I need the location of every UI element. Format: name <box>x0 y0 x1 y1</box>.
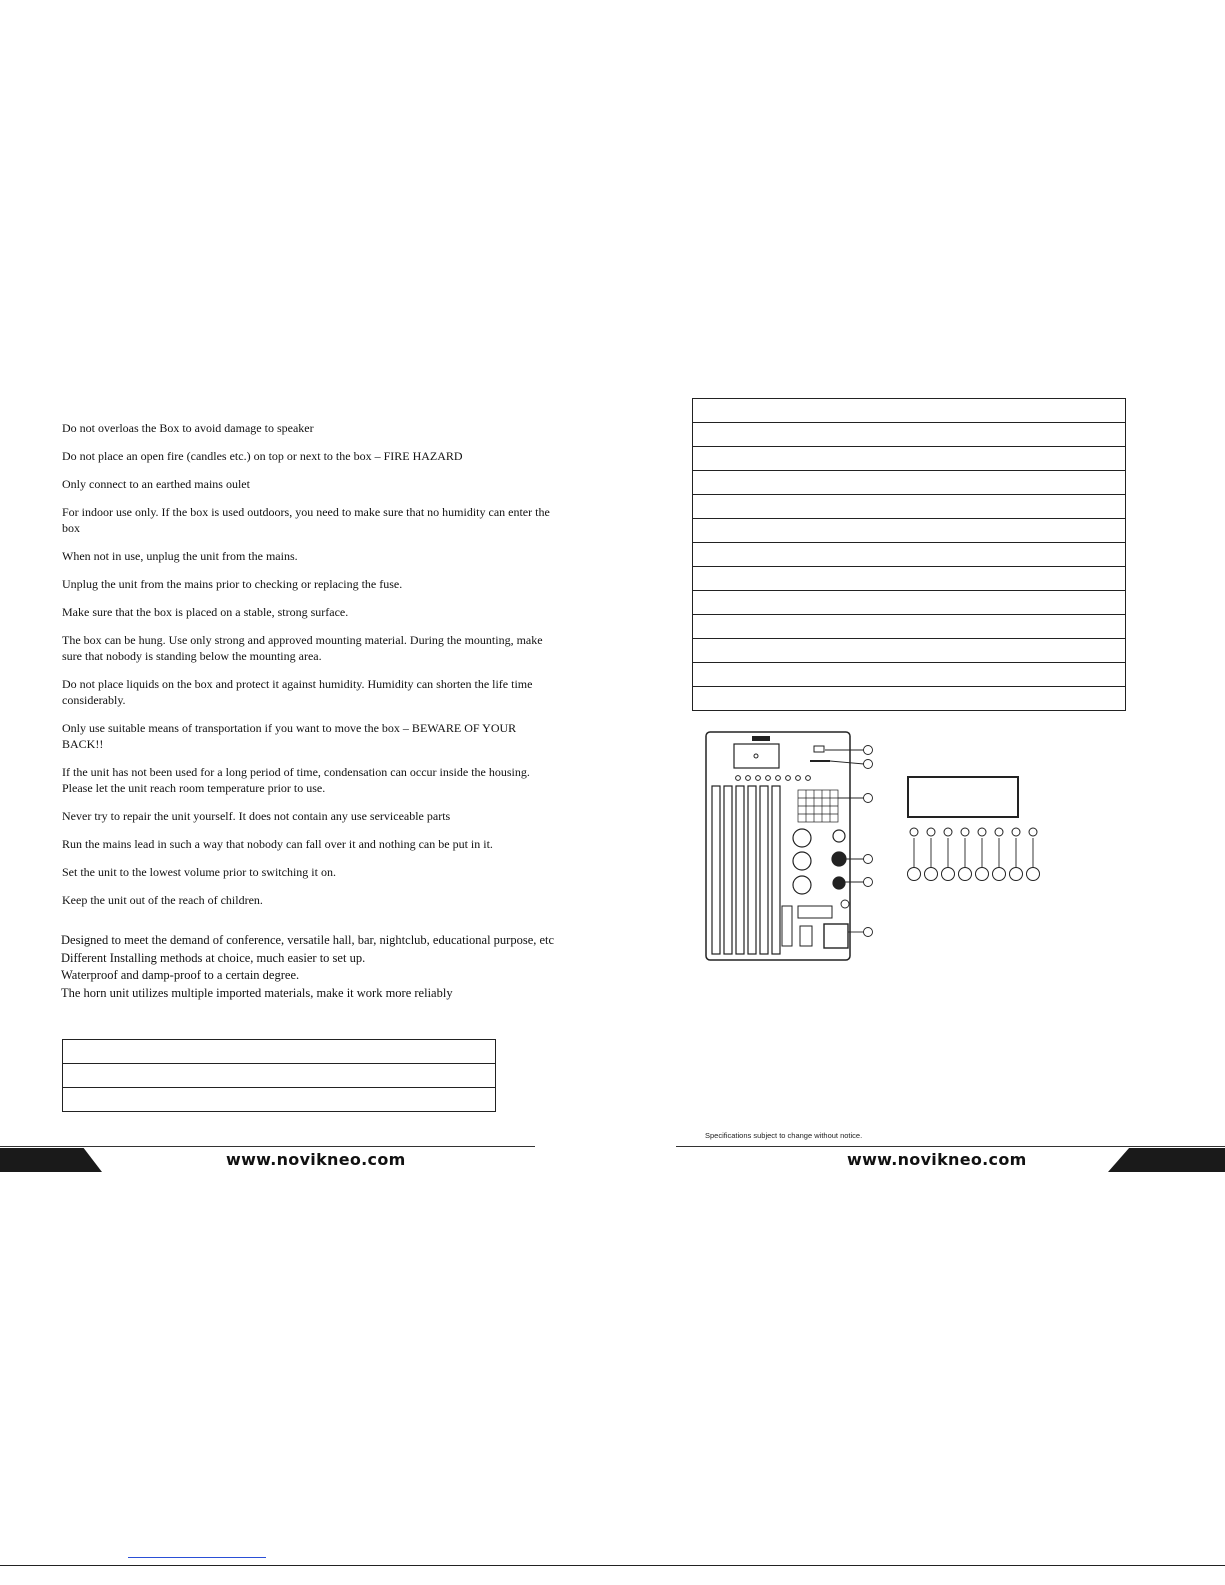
safety-item: Do not overloas the Box to avoid damage to speaker <box>62 421 314 435</box>
safety-item: For indoor use only. If the box is used outdoors, you need to make sure that no humidity can enter the box <box>62 505 550 535</box>
legend-callout <box>925 868 938 881</box>
safety-item: Only connect to an earthed mains oulet <box>62 477 250 491</box>
stop-icon <box>927 828 935 836</box>
table-cell <box>693 567 1126 591</box>
panel-outline <box>706 732 850 960</box>
table-row <box>693 423 1126 447</box>
empty-spec-table-right <box>692 398 1126 711</box>
safety-item: Only use suitable means of transportation if you want to move the box – BEWARE OF YOUR BACK!! <box>62 721 517 751</box>
table-cell <box>693 423 1126 447</box>
legend-callout <box>1010 868 1023 881</box>
table-row <box>693 615 1126 639</box>
table-cell <box>693 495 1126 519</box>
table-row <box>693 495 1126 519</box>
table-cell <box>693 543 1126 567</box>
repeat-icon <box>1012 828 1020 836</box>
table-row <box>693 519 1126 543</box>
safety-item: Run the mains lead in such a way that nobody can fall over it and nothing can be put in it. <box>62 837 493 851</box>
panel-logo <box>752 736 770 741</box>
safety-item: If the unit has not been used for a long period of time, condensation can occur inside the housing. Please let the unit reach room temperature prior to use. <box>62 765 530 795</box>
safety-item: The box can be hung. Use only strong and approved mounting material. During the mounting, make sure that nobody is standing below the mounting area. <box>62 633 543 663</box>
table-cell <box>63 1040 496 1064</box>
legend-callout <box>908 868 921 881</box>
play-pause-icon <box>910 828 918 836</box>
display-button-legend <box>907 775 1057 885</box>
legend-callout <box>976 868 989 881</box>
button-6-icon <box>995 828 1003 836</box>
features-list <box>61 932 561 1002</box>
sd-slot <box>810 760 830 762</box>
table-cell <box>63 1088 496 1112</box>
safety-item: Do not place liquids on the box and protect it against humidity. Humidity can shorten the life time considerably. <box>62 677 533 707</box>
legend-callout <box>942 868 955 881</box>
legend-callout <box>1027 868 1040 881</box>
table-row <box>63 1064 496 1088</box>
safety-item: Do not place an open fire (candles etc.) on top or next to the box – FIRE HAZARD <box>62 449 463 463</box>
footer-url-right: www.novikneo.com <box>847 1150 1027 1169</box>
safety-item: Keep the unit out of the reach of children. <box>62 893 263 907</box>
footer-rule-right <box>676 1146 1225 1147</box>
table-row <box>693 447 1126 471</box>
table-row <box>693 663 1126 687</box>
safety-item: Never try to repair the unit yourself. It does not contain any use serviceable parts <box>62 809 451 823</box>
table-cell <box>693 447 1126 471</box>
legend-callout <box>959 868 972 881</box>
feature-item: Designed to meet the demand of conference, versatile hall, bar, nightclub, educational purpose, etc <box>61 933 555 947</box>
safety-item: When not in use, unplug the unit from the mains. <box>62 549 298 563</box>
table-row <box>693 687 1126 711</box>
footer-tab-right <box>1108 1148 1225 1172</box>
table-cell <box>693 663 1126 687</box>
feature-item: Different Installing methods at choice, much easier to set up. <box>61 950 366 965</box>
legend-buttons <box>908 828 1040 881</box>
table-cell <box>693 615 1126 639</box>
footer-rule-left <box>0 1146 535 1147</box>
footer-tab-left <box>0 1148 102 1172</box>
table-cell <box>693 687 1126 711</box>
feature-item: The horn unit utilizes multiple imported materials, make it work more reliably <box>61 985 453 1000</box>
previous-icon <box>944 828 952 836</box>
table-row <box>693 639 1126 663</box>
empty-spec-table <box>62 1039 496 1112</box>
table-row <box>693 567 1126 591</box>
safety-item: Unplug the unit from the mains prior to checking or replacing the fuse. <box>62 577 403 591</box>
feature-item: Waterproof and damp-proof to a certain degree. <box>61 968 300 982</box>
bottom-rule <box>0 1565 1225 1566</box>
table-row <box>63 1088 496 1112</box>
table-row <box>693 543 1126 567</box>
table-cell <box>693 591 1126 615</box>
button-5-icon <box>978 828 986 836</box>
left-page <box>0 0 612 1585</box>
table-cell <box>693 399 1126 423</box>
table-cell <box>693 471 1126 495</box>
table-row <box>693 399 1126 423</box>
right-page <box>612 0 1225 1585</box>
table-cell <box>693 519 1126 543</box>
legend-callout <box>993 868 1006 881</box>
table-row <box>63 1040 496 1064</box>
legend-display <box>908 777 1018 817</box>
next-icon <box>961 828 969 836</box>
button-8-icon <box>1029 828 1037 836</box>
safety-instructions-list <box>62 420 552 920</box>
bottom-link-underline <box>128 1557 266 1558</box>
footer-url-left: www.novikneo.com <box>226 1150 406 1169</box>
safety-item: Set the unit to the lowest volume prior to switching it on. <box>62 865 336 879</box>
safety-item: Make sure that the box is placed on a stable, strong surface. <box>62 605 349 619</box>
table-row <box>693 591 1126 615</box>
rear-panel-diagram <box>702 728 877 964</box>
spec-note: Specifications subject to change without notice. <box>705 1131 863 1140</box>
table-cell <box>63 1064 496 1088</box>
table-cell <box>693 639 1126 663</box>
table-row <box>693 471 1126 495</box>
